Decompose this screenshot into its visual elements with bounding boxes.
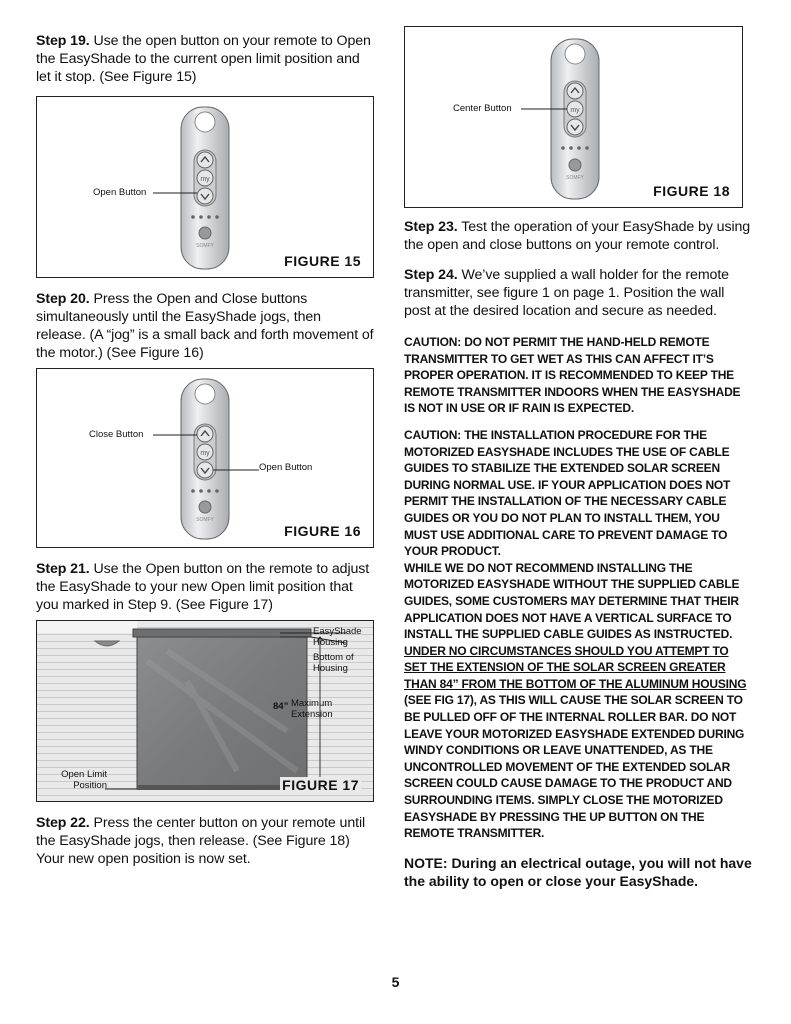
page-number: 5 — [391, 974, 400, 990]
step-23 — [404, 218, 754, 254]
my-label: my — [200, 176, 210, 183]
open-button-callout: Open Button — [259, 462, 313, 473]
figure-17 — [36, 620, 374, 802]
step-22 — [36, 814, 374, 868]
remote-control-illustration — [37, 97, 375, 279]
down-button — [197, 188, 213, 204]
svg-text:SOMFY: SOMFY — [196, 517, 214, 523]
figure-caption: FIGURE 16 — [284, 523, 361, 539]
caution-tail: (SEE FIG 17), AS THIS WILL CAUSE THE SOLAR SCREEN TO BE PULLED OFF OF THE INTERNAL ROLLER BAR. DO NOT LEAVE YOUR MOTORIZED EASYSHADE EXTENDED DURING WINDY CONDITIONS OR LEAVE UNATTENDED, AS THE UNCONTROLLED MOVEMENT OF THE EXTENDED SOLAR SCREEN COULD CAUSE DAMAGE TO THE PRODUCT AND SURROUNDING ITEMS. SIMPLY CLOSE THE MOTORIZED EASYSHADE BY PRESSING THE UP BUTTON ON THE REMOTE TRANSMITTER. — [404, 693, 745, 841]
step-21 — [36, 560, 374, 616]
svg-text:my: my — [570, 107, 580, 114]
remote-control-illustration — [405, 27, 744, 209]
caution-cable-guides — [404, 427, 754, 842]
step-label: Step 21. — [36, 561, 90, 577]
step-text: Press the Open and Close buttons simultaneously until the EasyShade jogs, then release. (A “jog” is a small back and forth movement of the motor.) (See Figure 16) — [36, 291, 374, 361]
bottom-of-housing-callout: Bottom of Housing — [313, 652, 354, 674]
step-20 — [36, 290, 374, 364]
dimension-label: 84” — [273, 701, 289, 712]
step-text: Test the operation of your EasyShade by using the open and close buttons on your remote control. — [404, 219, 751, 253]
housing-callout: EasyShade Housing — [313, 626, 362, 648]
step-text: Press the center button on your remote until the EasyShade jogs, then release. (See Figure 18) Your new open position is now set. — [36, 815, 366, 867]
figure-caption: FIGURE 15 — [284, 253, 361, 269]
brand-logo: SOMFY — [196, 243, 214, 249]
left-column — [36, 32, 374, 868]
caution-wet-remote: CAUTION: DO NOT PERMIT THE HAND-HELD REMOTE TRANSMITTER TO GET WET AS THIS CAN AFFECT IT’S PROPER OPERATION. IT IS RECOMMENDED TO KEEP THE REMOTE TRANSMITTER INDOORS WHEN THE EASYSHADE IS NOT IN USE OR IF RAIN IS EXPECTED. — [404, 335, 741, 416]
caution-body: WHILE WE DO NOT RECOMMEND INSTALLING THE MOTORIZED EASYSHADE WITHOUT THE SUPPLIED CABLE GUIDES, SOME CUSTOMERS MAY DETERMINE THAT THEIR APPLICATION DOES NOT HAVE A VERTICAL SURFACE TO INSTALL THE SUPPLIED CABLE GUIDES AS INSTRUCTED. — [404, 560, 740, 642]
figure-caption: FIGURE 17 — [282, 777, 359, 793]
up-button — [197, 152, 213, 168]
outage-note: NOTE: During an electrical outage, you will not have the ability to open or close your EasyShade. — [404, 854, 752, 889]
step-label: Step 24. — [404, 267, 458, 283]
svg-text:my: my — [200, 450, 210, 457]
close-button-callout: Close Button — [89, 429, 144, 440]
down-button — [567, 119, 583, 135]
svg-text:SOMFY: SOMFY — [566, 175, 584, 181]
open-limit-callout: Open Limit Position — [61, 769, 107, 791]
up-button — [197, 426, 213, 442]
step-label: Step 22. — [36, 815, 90, 831]
figure-16 — [36, 368, 374, 548]
figure-15 — [36, 96, 374, 278]
step-19 — [36, 32, 374, 90]
step-text: Use the Open button on the remote to adjust the EasyShade to your new Open limit position that you marked in Step 9. (See Figure 17) — [36, 561, 370, 613]
step-text: We’ve supplied a wall holder for the remote transmitter, see figure 1 on page 1. Position the wall post at the desired location and secure as needed. — [404, 267, 729, 319]
figure-18 — [404, 26, 743, 208]
right-column — [404, 26, 754, 890]
step-label: Step 19. — [36, 33, 90, 49]
center-button-callout: Center Button — [453, 103, 512, 114]
up-button — [567, 83, 583, 99]
max-extension-callout: Maximum Extension — [291, 698, 333, 720]
step-label: Step 20. — [36, 291, 90, 307]
caution-intro: CAUTION: THE INSTALLATION PROCEDURE FOR THE MOTORIZED EASYSHADE INCLUDES THE USE OF CABLE GUIDES TO STABILIZE THE EXTENDED SOLAR SCREEN DURING NORMAL USE. IF YOUR APPLICATION DOES NOT PERMIT THE INSTALLATION OF THE NECESSARY CABLE GUIDES OR YOU DO NOT PLAN TO INSTALL THEM, YOU MUST USE ADDITIONAL CARE TO PREVENT DAMAGE TO YOUR PRODUCT. — [404, 427, 731, 559]
down-button — [197, 462, 213, 478]
caution-warning-underlined: UNDER NO CIRCUMSTANCES SHOULD YOU ATTEMPT TO SET THE EXTENSION OF THE SOLAR SCREEN GREATER THAN 84” FROM THE BOTTOM OF THE ALUMINUM HOUSING — [404, 643, 747, 691]
open-button-callout: Open Button — [93, 187, 147, 198]
remote-control-illustration — [37, 369, 375, 549]
step-text: Use the open button on your remote to Open the EasyShade to the current open limit position and let it stop. (See Figure 15) — [36, 33, 371, 85]
figure-caption: FIGURE 18 — [653, 183, 730, 199]
step-label: Step 23. — [404, 219, 458, 235]
step-24 — [404, 266, 754, 320]
